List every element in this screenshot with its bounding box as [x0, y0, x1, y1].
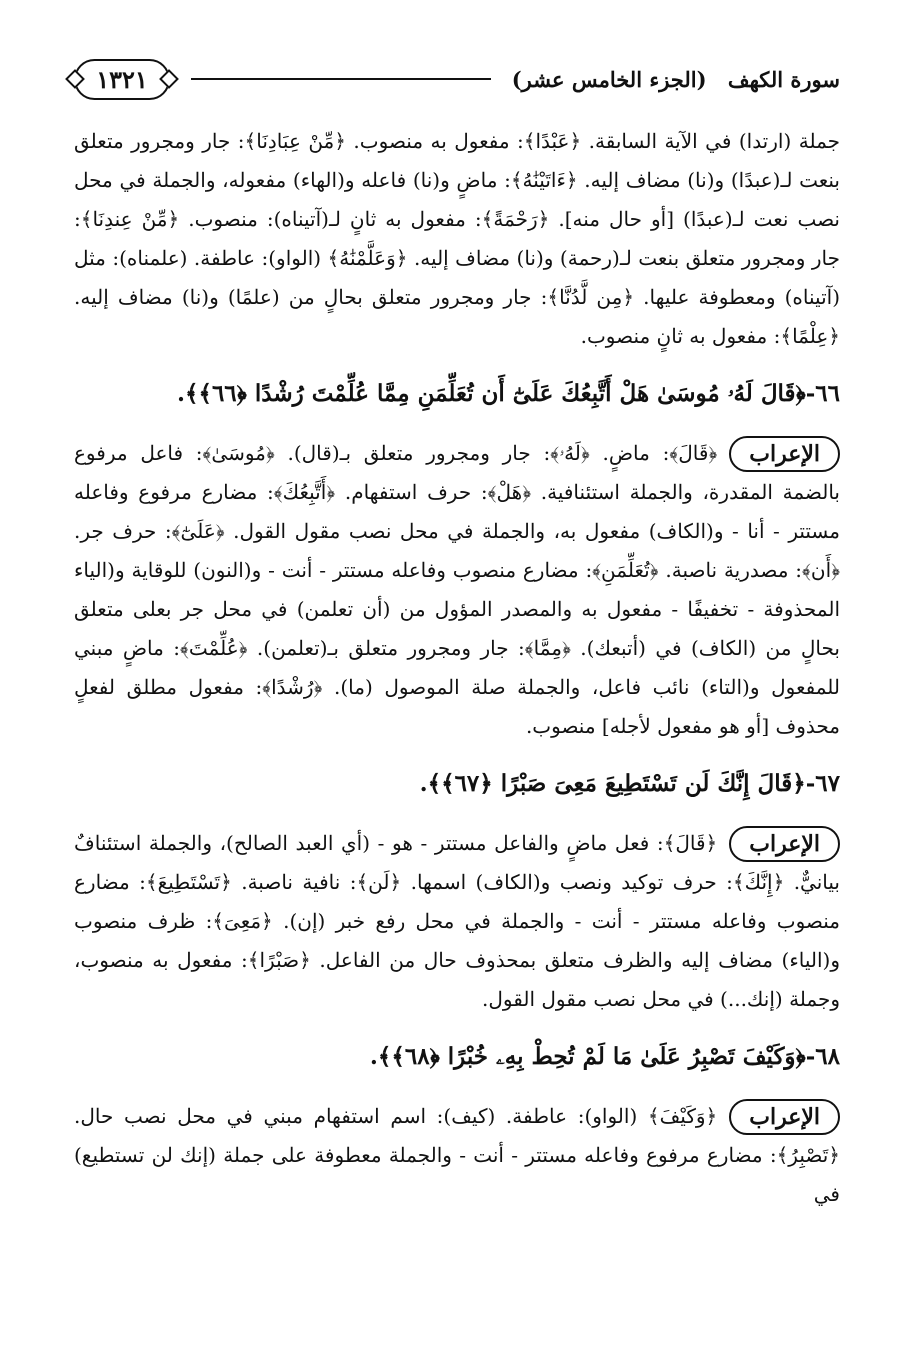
intro-paragraph: جملة (ارتدا) في الآية السابقة. ﴿عَبْدًا﴾: مفعول به منصوب. ﴿مِّنْ عِبَادِنَا﴾: جار ومجرور متعلق بنعت لـ(عبدًا) و(نا) مضاف إليه. ﴿ءَاتَيْنَٰهُ﴾: ماضٍ و(نا) فاعله و(الهاء) مفعوله، والجملة في محل نصب نعت لـ(عبدًا) [أو حال منه]. ﴿رَحْمَةً﴾: مفعول به ثانٍ لـ(آتيناه): منصوب. ﴿مِّنْ عِندِنَا﴾: جار ومجرور متعلق بنعت لـ(رحمة) و(نا) مضاف إليه. ﴿وَعَلَّمْنَٰهُ﴾ (الواو): عاطفة. (علمناه): مثل (آتيناه) ومعطوفة عليها. ﴿مِن لَّدُنَّا﴾: جار ومجرور متعلق بحالٍ من (علمًا) و(نا) مضاف إليه. ﴿عِلْمًا﴾: مفعول به ثانٍ منصوب.: [74, 129, 840, 348]
page-number: ١٣٢١: [74, 59, 170, 100]
running-title: [512, 67, 840, 92]
verse-67: ٦٧-﴿قَالَ إِنَّكَ لَن تَسْتَطِيعَ مَعِىَ صَبْرًا ﴿٦٧﴾﴾.: [419, 770, 840, 797]
running-header: [74, 52, 840, 106]
irab-block-68: [74, 1097, 840, 1214]
verse-68: ٦٨-﴿وَكَيْفَ تَصْبِرُ عَلَىٰ مَا لَمْ تُحِطْ بِهِۦ خُبْرًا ﴿٦٨﴾﴾.: [369, 1043, 840, 1070]
irab-text-68: ﴿وَكَيْفَ﴾ (الواو): عاطفة. (كيف): اسم استفهام مبني في محل نصب حال. ﴿تَصْبِرُ﴾: مضارع مرفوع وفاعله مستتر - أنت - والجملة معطوفة على جملة (إنك لن تستطيع) في: [74, 1104, 840, 1206]
header-rule: [191, 78, 491, 80]
irab-text-66: ﴿قَالَ﴾: ماضٍ. ﴿لَهُۥ﴾: جار ومجرور متعلق بـ(قال). ﴿مُوسَىٰ﴾: فاعل مرفوع بالضمة المقدرة، والجملة استئنافية. ﴿هَلْ﴾: حرف استفهام. ﴿أَتَّبِعُكَ﴾: مضارع مرفوع وفاعله مستتر - أنا - و(الكاف) مفعول به، والجملة في محل نصب مقول القول. ﴿عَلَىٰٓ﴾: حرف جر. ﴿أَن﴾: مصدرية ناصبة. ﴿تُعَلِّمَنِ﴾: مضارع منصوب وفاعله مستتر - أنت - و(النون) للوقاية و(الياء المحذوفة - تخفيفًا - مفعول به والمصدر المؤول من (أن تعلمن) في محل جر بعلى متعلق بحالٍ من (الكاف) في (أتبعك). ﴿مِمَّا﴾: جار ومجرور متعلق بـ(تعلمن). ﴿عُلِّمْتَ﴾: ماضٍ مبني للمفعول و(التاء) نائب فاعل، والجملة صلة الموصول (ما). ﴿رُشْدًا﴾: مفعول مطلق لفعلٍ محذوف [أو هو مفعول لأجله] منصوب.: [74, 441, 840, 738]
irab-block-67: [74, 824, 840, 1019]
verse-section-67: [74, 764, 840, 1019]
irab-label: الإعراب: [729, 826, 840, 862]
irab-block-66: [74, 434, 840, 746]
verse-66: ٦٦-﴿قَالَ لَهُۥ مُوسَىٰ هَلْ أَتَّبِعُكَ عَلَىٰٓ أَن تُعَلِّمَنِ مِمَّا عُلِّمْتَ رُشْدًا ﴿٦٦﴾﴾.: [176, 380, 840, 407]
surah-name: سورة الكهف: [727, 66, 840, 92]
verse-section-66: [74, 374, 840, 746]
irab-text-67: ﴿قَالَ﴾: فعل ماضٍ والفاعل مستتر - هو - (أي العبد الصالح)، والجملة استئنافٌ بيانيٌّ. ﴿إِنَّكَ﴾: حرف توكيد ونصب و(الكاف) اسمها. ﴿لَن﴾: نافية ناصبة. ﴿تَسْتَطِيعَ﴾: مضارع منصوب وفاعله مستتر - أنت - والجملة في محل رفع خبر (إن). ﴿مَعِىَ﴾: ظرف منصوب و(الياء) مضاف إليه والظرف متعلق بمحذوف حال من الفاعل. ﴿صَبْرًا﴾: مفعول به منصوب، وجملة (إنك...) في محل نصب مقول القول.: [74, 831, 840, 1011]
irab-label: الإعراب: [729, 436, 840, 472]
irab-label: الإعراب: [729, 1099, 840, 1135]
juz-label: (الجزء الخامس عشر): [511, 66, 707, 92]
verse-section-68: [74, 1037, 840, 1214]
